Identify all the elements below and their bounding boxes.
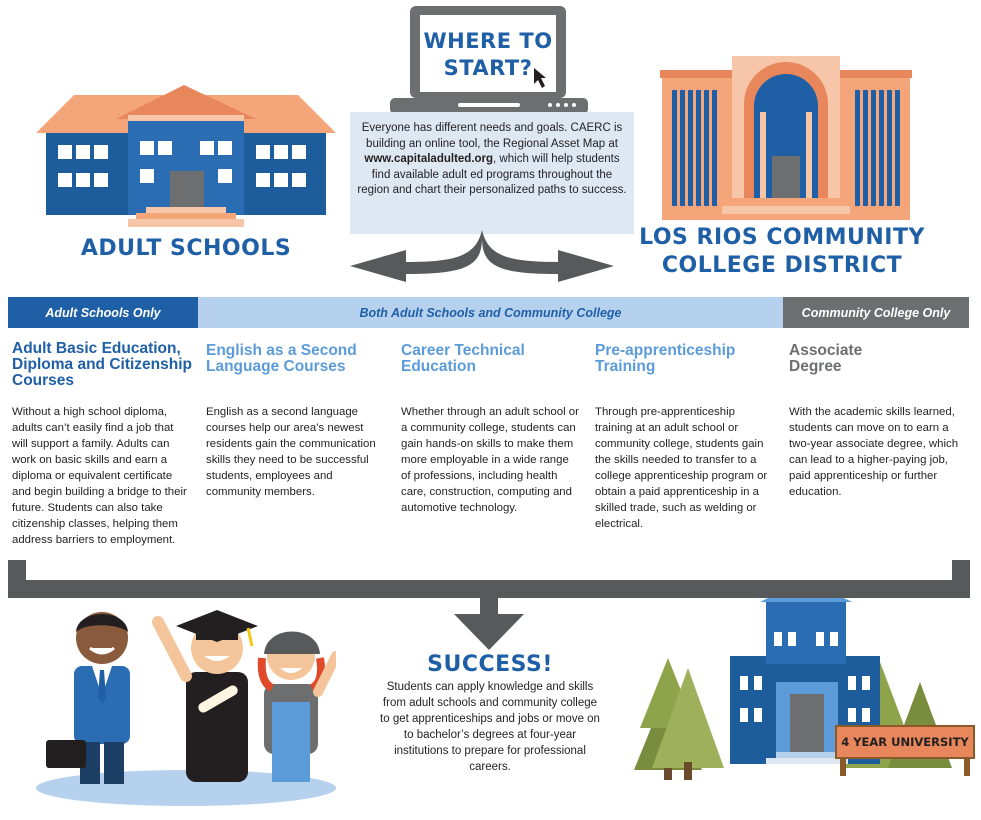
band-both (198, 297, 783, 328)
column-text: Through pre-apprenticeship training at an adult school or community college, students gain the skills needed to transfer to a college apprenticeship program or obtain a paid apprenticeship in a skilled trade, such as welding or electrical. (595, 406, 768, 530)
column-cte (401, 343, 581, 516)
university-sign-label: 4 YEAR UNIVERSITY (841, 735, 969, 749)
band-left-label: Adult Schools Only (45, 305, 161, 320)
band-adult-schools-only (8, 297, 198, 328)
students-illustration-icon (36, 602, 336, 808)
column-text: With the academic skills learned, students can move on to earn a two-year associate degree, which can lead to a higher-paying job, paid apprenticeship or further education. (789, 406, 959, 498)
success-title: SUCCESS! (427, 652, 553, 677)
intro-url-link[interactable]: www.capitaladulted.org (364, 153, 494, 165)
band-right-label: Community College Only (801, 305, 951, 320)
column-heading: Adult Basic Education, Diploma and Citizenship Courses (12, 340, 192, 389)
success-text: Students can apply knowledge and skills from adult schools and community college to get apprenticeships and jobs or move on to bachelor’s degrees at four-year institutions to prepare for professional careers. (380, 681, 600, 773)
university-illustration-icon (630, 598, 976, 782)
laptop-title-line1: WHERE TO (423, 29, 553, 53)
column-text: English as a second language courses help our area’s newest residents gain the communication skills they need to be successful students, employees and community members. (206, 406, 376, 498)
college-title-line1: LOS RIOS COMMUNITY (639, 225, 925, 250)
college-building-icon (660, 56, 912, 220)
adult-schools-title: ADULT SCHOOLS (80, 236, 292, 261)
intro-text-part2: , which will help students find available adult ed programs throughout the region and chart their personalized paths to success. (357, 153, 627, 196)
laptop-title-line2: START? (443, 56, 533, 80)
intro-text-part1: Everyone has different needs and goals. CAERC is building an online tool, the Regional Asset Map at (361, 122, 623, 150)
column-heading: Associate Degree (789, 342, 863, 375)
column-heading: English as a Second Language Courses (206, 342, 357, 375)
intro-text (356, 121, 628, 199)
column-text: Without a high school diploma, adults can’t easily find a job that will support a family. Adults can work on basic skills and earn a diploma or equivalent certificate and begin building a bridge to their future. Students can also take citizenship classes, helping them address barriers to employment. (12, 406, 187, 546)
column-associate-degree (789, 343, 971, 500)
college-title-line2: COLLEGE DISTRICT (661, 253, 903, 278)
column-abe (12, 341, 192, 548)
column-heading: Pre-apprenticeship Training (595, 342, 736, 375)
column-esl (206, 343, 381, 500)
column-text: Whether through an adult school or a community college, students can gain hands-on skills to make them more employable in a wide range of professions, including health care, construction, computing and automotive technology. (401, 406, 579, 514)
band-middle-label: Both Adult Schools and Community College (359, 305, 622, 320)
adult-school-building-icon (36, 85, 336, 235)
column-heading: Career Technical Education (401, 342, 525, 375)
band-community-college-only (783, 297, 969, 328)
split-arrows-icon (346, 228, 618, 284)
column-pre-apprenticeship (595, 343, 775, 532)
